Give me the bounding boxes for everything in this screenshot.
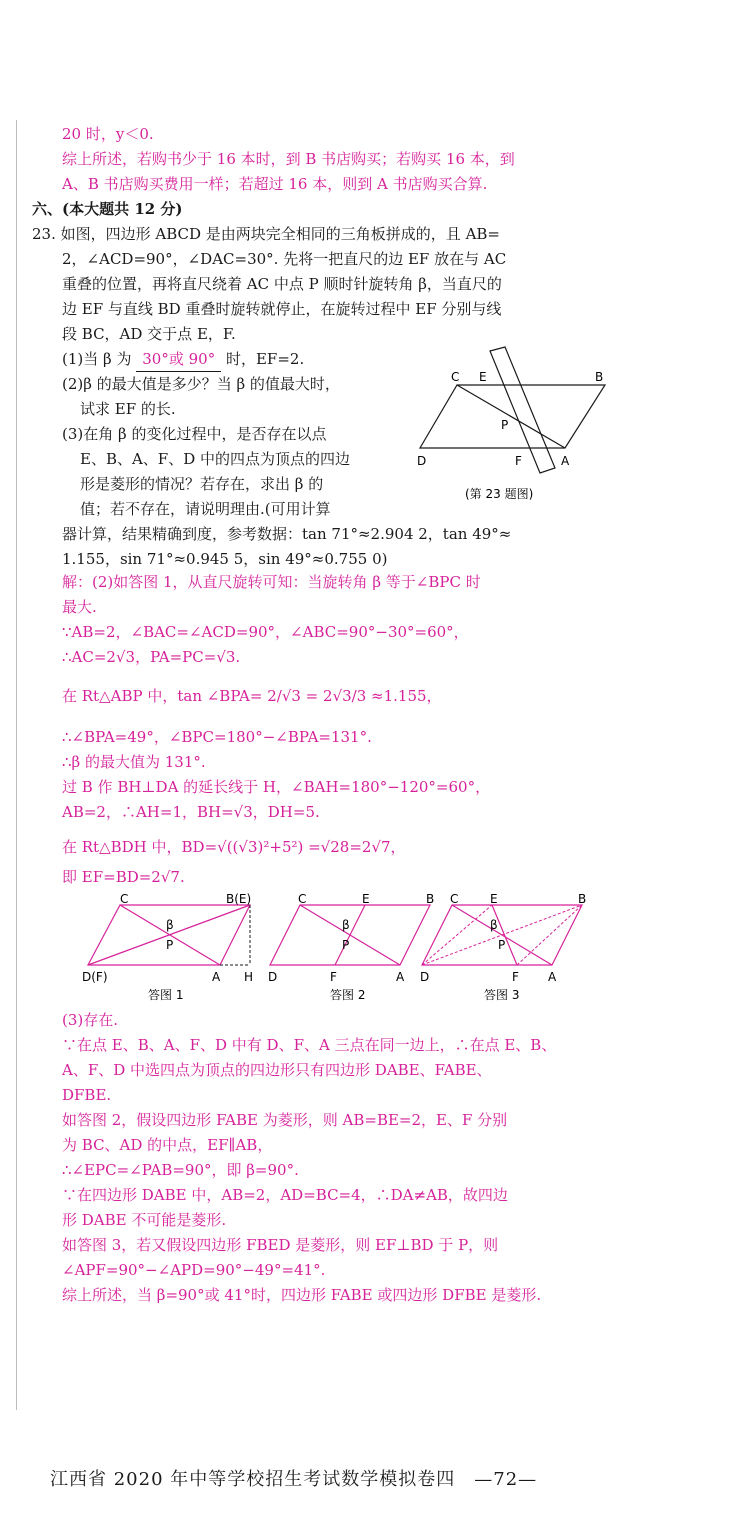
solution3-line-11: ∠APF=90°−∠APD=90°−49°=41°. (62, 1261, 326, 1279)
af1-label-P: P (166, 938, 174, 952)
af3-label-F: F (512, 970, 519, 984)
solution3-line-9: 形 DABE 不可能是菱形. (62, 1211, 227, 1229)
solution3-line-6: 为 BC、AD 的中点，EF∥AB， (62, 1136, 273, 1154)
af2-label-beta: β (342, 918, 350, 932)
answer-figure-1 (80, 893, 270, 1003)
problem-line-5: 段 BC，AD 交于点 E，F. (62, 325, 236, 343)
solution3-line-2: ∵在点 E、B、A、F、D 中有 D、F、A 三点在同一边上，∴在点 E、B、 (62, 1036, 557, 1054)
solution3-line-3: A、F、D 中选四点为顶点的四边形只有四边形 DABE、FABE、 (62, 1061, 492, 1079)
solution-line-2: 最大. (62, 598, 97, 616)
af1-caption: 答图 1 (148, 988, 184, 1002)
question-1 (62, 347, 304, 372)
af2-label-P: P (342, 938, 350, 952)
question-1-tail: 时，EF=2. (225, 350, 305, 368)
question-3-line-6: 1.155，sin 71°≈0.945 5，sin 49°≈0.755 0) (62, 550, 388, 568)
solution-line-8: 过 B 作 BH⊥DA 的延长线于 H，∠BAH=180°−120°=60°， (62, 778, 491, 796)
af3-caption: 答图 3 (484, 988, 520, 1002)
fig-label-E: E (479, 370, 487, 384)
problem-line-2: 2，∠ACD=90°，∠DAC=30°. 先将一把直尺的边 EF 放在与 AC (62, 250, 507, 268)
fig-label-D: D (417, 454, 427, 468)
question-3-line-5: 器计算，结果精确到度，参考数据：tan 71°≈2.904 2，tan 49°≈ (62, 525, 512, 543)
af3-label-C: C (450, 893, 459, 906)
af2-label-E: E (362, 893, 370, 906)
af2-label-A: A (396, 970, 405, 984)
solution-line-9: AB=2，∴AH=1，BH=√3，DH=5. (62, 803, 320, 821)
af2-label-C: C (298, 893, 307, 906)
af3-label-beta: β (490, 918, 498, 932)
answer-prev-line-2: 综上所述，若购书少于 16 本时，到 B 书店购买；若购买 16 本，到 (62, 150, 515, 168)
af3-label-E: E (490, 893, 498, 906)
af2-label-D: D (268, 970, 278, 984)
fig-label-P: P (501, 418, 509, 432)
af1-label-DF: D(F) (82, 970, 108, 984)
question-3-line-1: (3)在角 β 的变化过程中，是否存在以点 (62, 425, 327, 443)
section-heading: 六、(本大题共 12 分) (32, 200, 183, 218)
solution3-line-4: DFBE. (62, 1086, 112, 1104)
af3-label-A: A (548, 970, 557, 984)
fig-label-F: F (515, 454, 522, 468)
solution-line-11: 即 EF=BD=2√7. (62, 868, 185, 886)
answer-prev-line-1: 20 时，y＜0. (62, 125, 154, 143)
solution-line-3: ∵AB=2，∠BAC=∠ACD=90°，∠ABC=90°−30°=60°， (62, 623, 469, 641)
af3-label-P: P (498, 938, 506, 952)
page-footer: 江西省 2020 年中等学校招生考试数学模拟卷四 —72— (50, 1469, 538, 1490)
af1-label-beta: β (166, 918, 174, 932)
problem-line-4: 边 EF 与直线 BD 重叠时旋转就停止，在旋转过程中 EF 分别与线 (62, 300, 502, 318)
solution-line-7: ∴β 的最大值为 131°. (62, 753, 206, 771)
question-2-line-2: 试求 EF 的长. (80, 400, 176, 418)
af2-label-F: F (330, 970, 337, 984)
question-1-lead: (1)当 β 为 (62, 350, 132, 368)
answer-figure-3 (420, 893, 610, 1003)
solution3-line-1: (3)存在. (62, 1011, 119, 1029)
af1-label-A: A (212, 970, 221, 984)
fig-label-C: C (451, 370, 460, 384)
af1-label-C: C (120, 893, 129, 906)
af2-label-B: B (426, 893, 435, 906)
solution3-line-5: 如答图 2，假设四边形 FABE 为菱形，则 AB=BE=2，E、F 分别 (62, 1111, 508, 1129)
solution3-line-10: 如答图 3，若又假设四边形 FBED 是菱形，则 EF⊥BD 于 P，则 (62, 1236, 499, 1254)
question-2-line-1: (2)β 的最大值是多少？当 β 的值最大时， (62, 375, 340, 393)
solution3-line-12: 综上所述，当 β=90°或 41°时，四边形 FABE 或四边形 DFBE 是菱形. (62, 1286, 542, 1304)
fig-caption: (第 23 题图) (465, 487, 534, 501)
margin-rule (16, 120, 17, 1410)
problem-figure (415, 343, 615, 503)
solution-line-4: ∴AC=2√3，PA=PC=√3. (62, 648, 241, 666)
problem-line-1: 23. 如图，四边形 ABCD 是由两块完全相同的三角板拼成的，且 AB= (32, 225, 500, 243)
solution3-line-8: ∵在四边形 DABE 中，AB=2，AD=BC=4，∴DA≠AB，故四边 (62, 1186, 508, 1204)
solution3-line-7: ∴∠EPC=∠PAB=90°，即 β=90°. (62, 1161, 299, 1179)
solution-line-1: 解：(2)如答图 1，从直尺旋转可知：当旋转角 β 等于∠BPC 时 (62, 573, 481, 591)
solution-line-5: 在 Rt△ABP 中，tan ∠BPA= 2/√3 = 2√3/3 ≈1.155， (62, 687, 442, 705)
fig-label-A: A (561, 454, 570, 468)
af2-caption: 答图 2 (330, 988, 366, 1002)
fig-label-B: B (595, 370, 604, 384)
question-1-answer: 30°或 90° (136, 347, 221, 372)
question-3-line-2: E、B、A、F、D 中的四点为顶点的四边 (80, 450, 351, 468)
question-3-line-3: 形是菱形的情况？若存在，求出 β 的 (80, 475, 324, 493)
af1-label-BE: B(E) (226, 893, 252, 906)
solution-line-10: 在 Rt△BDH 中，BD=√((√3)²+5²) =√28=2√7， (62, 838, 406, 856)
question-3-line-4: 值；若不存在，请说明理由.(可用计算 (80, 500, 331, 518)
af3-label-D: D (420, 970, 430, 984)
solution-line-6: ∴∠BPA=49°，∠BPC=180°−∠BPA=131°. (62, 728, 372, 746)
problem-line-3: 重叠的位置，再将直尺绕着 AC 中点 P 顺时针旋转角 β，当直尺的 (62, 275, 502, 293)
af1-label-H: H (244, 970, 254, 984)
answer-prev-line-3: A、B 书店购买费用一样；若超过 16 本，则到 A 书店购买合算. (62, 175, 488, 193)
af3-label-B: B (578, 893, 587, 906)
